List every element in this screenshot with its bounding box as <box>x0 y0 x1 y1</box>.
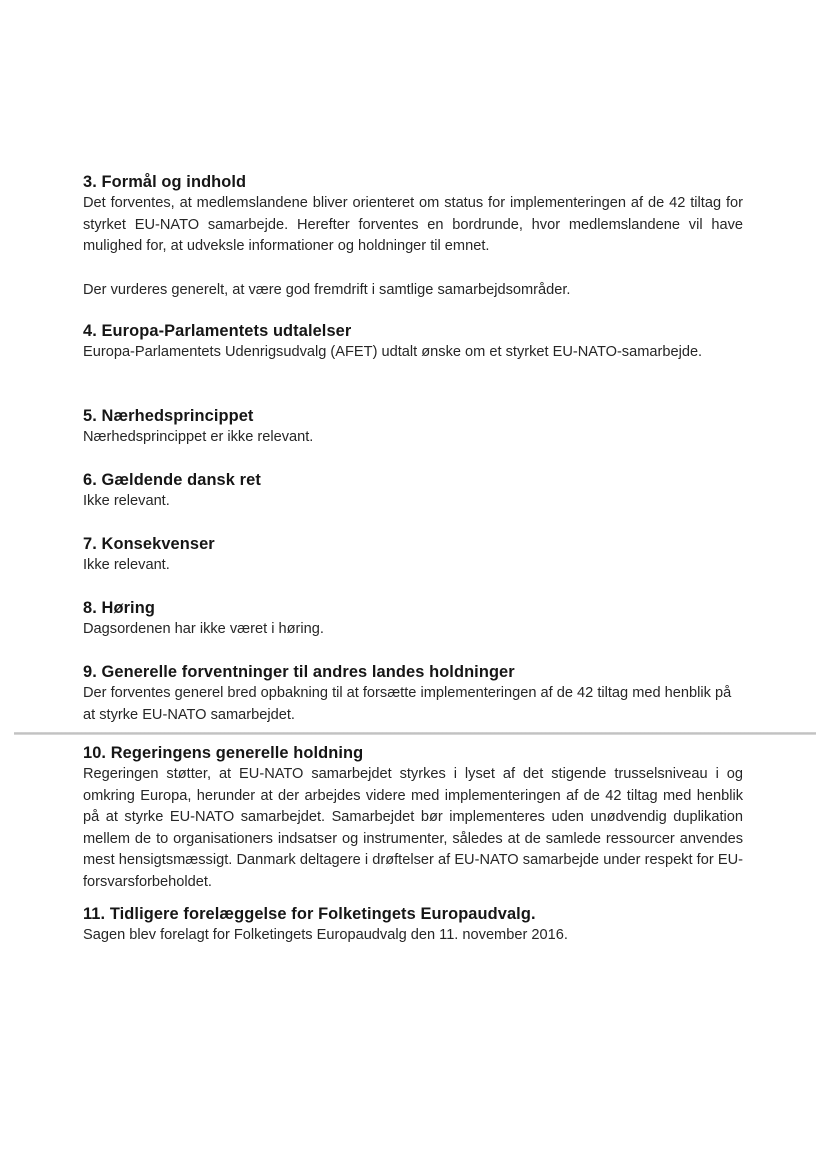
scan-divider-line <box>14 732 816 735</box>
section-heading: 11. Tidligere forelæggelse for Folketingets Europaudvalg. <box>83 905 536 923</box>
section-paragraph: Det forventes, at medlemslandene bliver orienteret om status for implementeringen af de 42 tiltag for styrket EU-NATO samarbejde. Herefter forventes en bordrunde, hvor medlemslandene vil have mulighed for, at udveksle informationer og holdninger til emnet. <box>83 195 743 254</box>
section-heading: 8. Høring <box>83 599 155 617</box>
section-paragraph: Ikke relevant. <box>83 493 170 509</box>
section-europa-parlamentet <box>83 321 743 364</box>
section-heading: 9. Generelle forventninger til andres landes holdninger <box>83 663 515 681</box>
section-gaeldende-dansk-ret <box>83 470 743 513</box>
section-formaal <box>83 172 743 301</box>
section-tidligere-foreleggelse <box>83 904 743 947</box>
section-paragraph: Nærhedsprincippet er ikke relevant. <box>83 429 314 445</box>
section-paragraph: Ikke relevant. <box>83 557 170 573</box>
section-heading: 10. Regeringens generelle holdning <box>83 744 364 762</box>
section-regeringens-holdning <box>83 743 743 893</box>
section-paragraph: Regeringen støtter, at EU-NATO samarbejdet styrkes i lyset af det stigende trusselsniveau i og omkring Europa, herunder at der arbejdes videre med implementeringen af de 42 tiltag med henblik på at styrke EU-NATO samarbejdet. Samarbejdet bør implementeres uden unødvendig duplikation mellem de to organisationers indsatser og instrumenter, således at de samlede ressourcer anvendes mest hensigtsmæssigt. Danmark deltagere i drøftelser af EU-NATO samarbejde under respekt for EU-forsvarsforbeholdet. <box>83 766 743 890</box>
section-heading: 3. Formål og indhold <box>83 173 247 191</box>
section-naerhedsprincippet <box>83 406 743 449</box>
section-heading: 6. Gældende dansk ret <box>83 471 261 489</box>
section-paragraph: Der forventes generel bred opbakning til at forsætte implementeringen af de 42 tiltag med henblik på at styrke EU-NATO samarbejdet. <box>83 685 732 723</box>
section-paragraph: Sagen blev forelagt for Folketingets Europaudvalg den 11. november 2016. <box>83 927 568 943</box>
section-heading: 7. Konsekvenser <box>83 535 215 553</box>
section-paragraph: Europa-Parlamentets Udenrigsudvalg (AFET) udtalt ønske om et styrket EU-NATO-samarbejde. <box>83 344 703 360</box>
section-paragraph: Dagsordenen har ikke været i høring. <box>83 621 324 637</box>
section-paragraph: Der vurderes generelt, at være god fremdrift i samtlige samarbejdsområder. <box>83 281 571 298</box>
section-heading: 5. Nærhedsprincippet <box>83 407 254 425</box>
section-heading: 4. Europa-Parlamentets udtalelser <box>83 322 352 340</box>
section-forventninger <box>83 662 743 726</box>
section-konsekvenser <box>83 534 743 577</box>
section-hoering <box>83 598 743 641</box>
